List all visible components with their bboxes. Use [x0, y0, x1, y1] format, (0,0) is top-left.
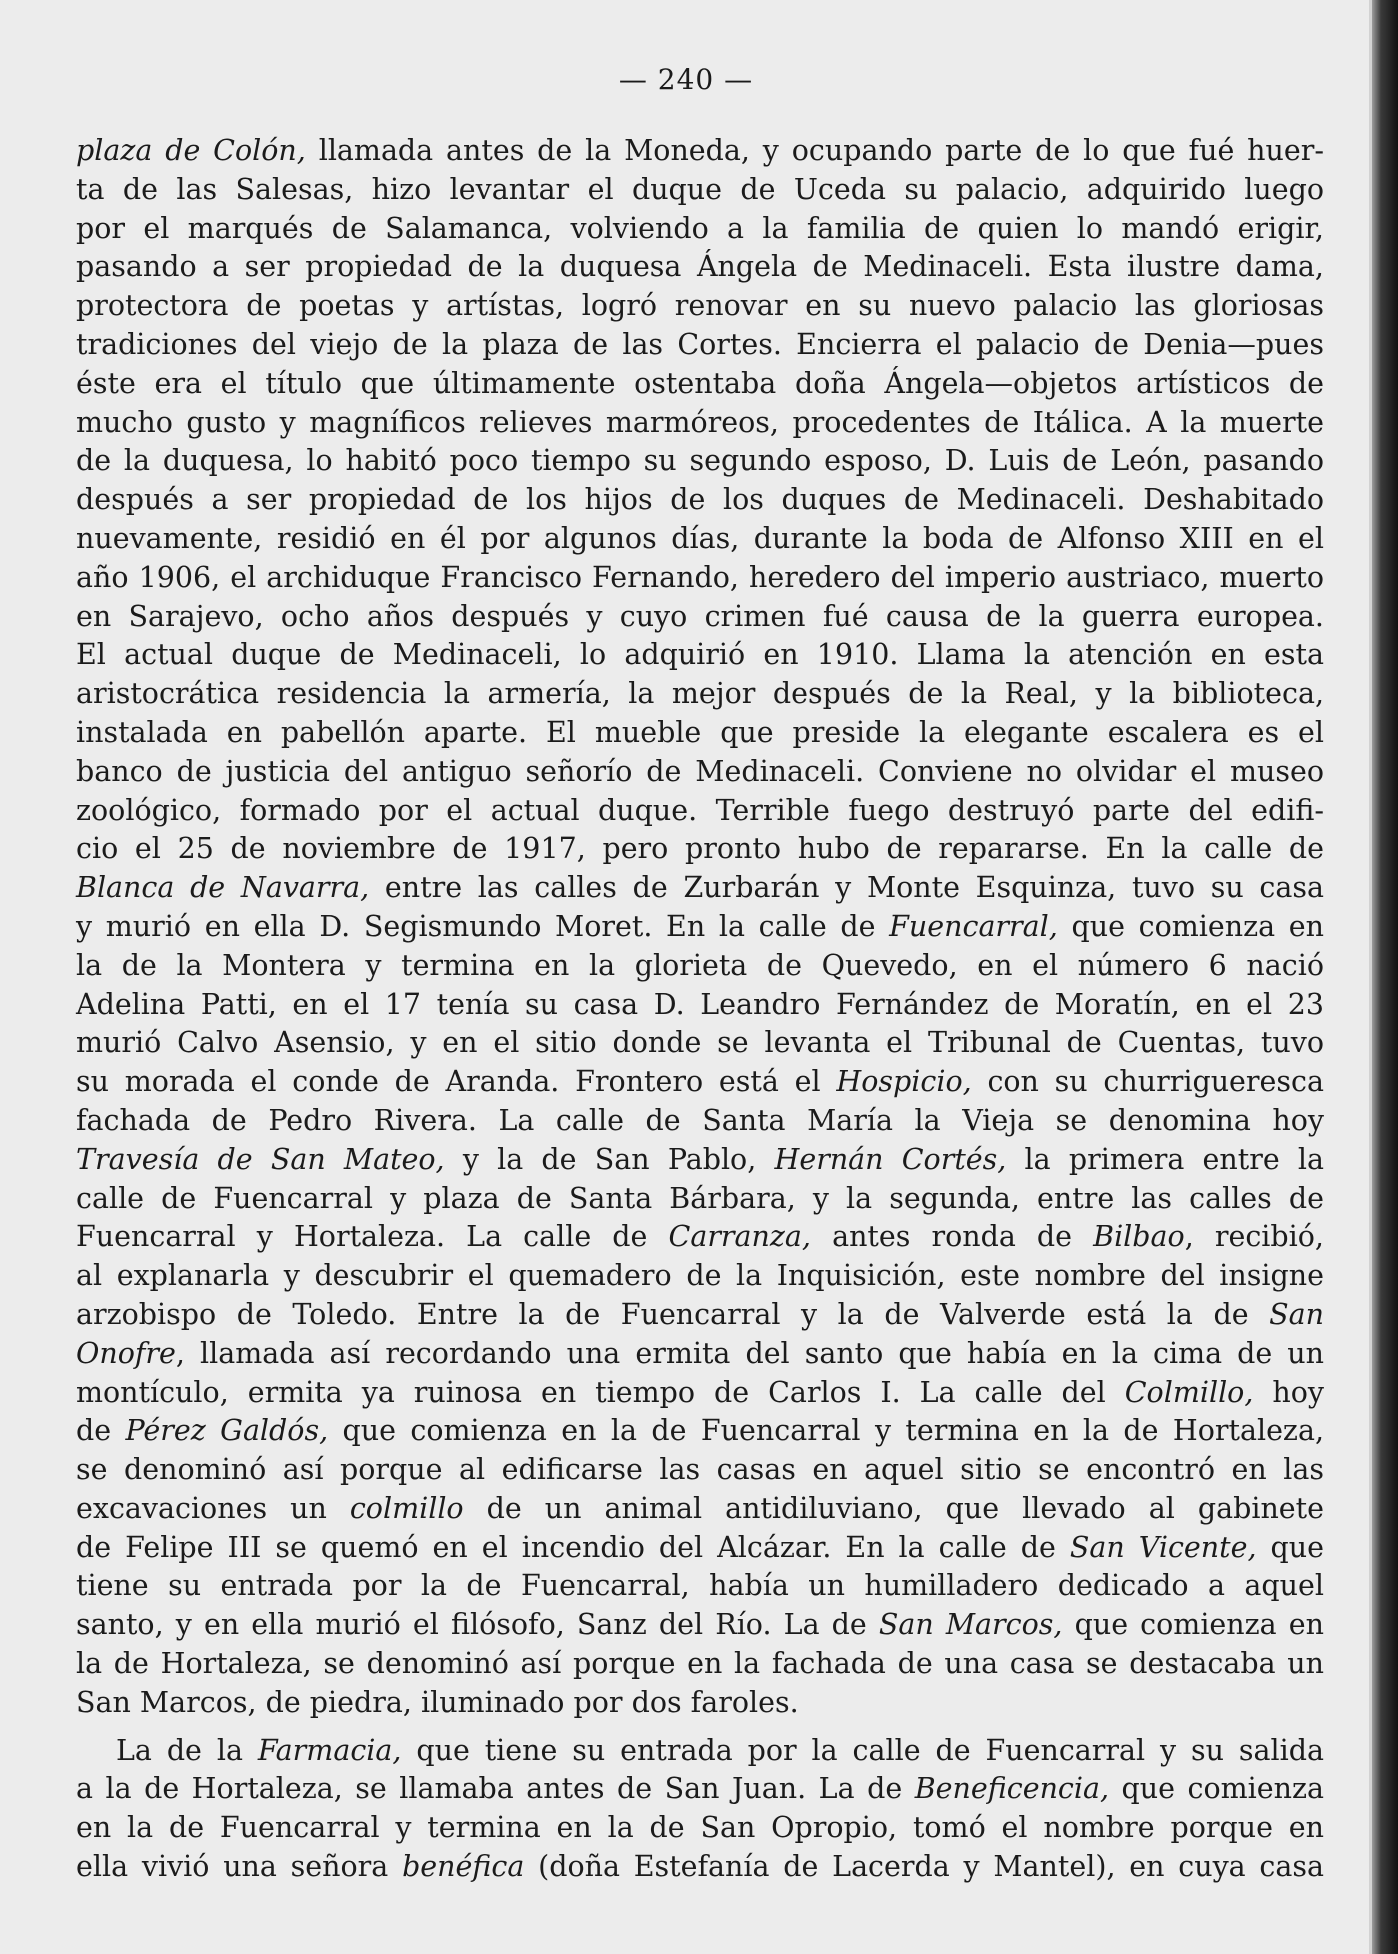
text-line	[76, 598, 1324, 637]
text-line	[76, 1374, 1324, 1413]
text-line	[76, 675, 1324, 714]
paragraph	[76, 132, 1324, 1723]
text-line	[76, 1257, 1324, 1296]
text-run: calle de Fuencarral y plaza de Santa Bárbara, y la segunda, entre las calles de	[76, 1181, 1324, 1215]
text-run: santo, y en ella murió el filósofo, Sanz del Río. La de	[76, 1608, 879, 1642]
text-line	[76, 1809, 1324, 1848]
text-run: Fuencarral y Hortaleza. La calle de	[76, 1220, 669, 1254]
text-run: y la de San Pablo,	[444, 1142, 775, 1176]
text-run: La de la	[116, 1733, 258, 1767]
italic-run: Travesía de San Mateo,	[76, 1142, 445, 1176]
text-line	[76, 1645, 1324, 1684]
text-run: que comienza	[1109, 1772, 1325, 1806]
text-run: banco de justicia del antiguo señorío de Medinaceli. Conviene no olvidar el museo	[76, 754, 1324, 788]
italic-run: Blanca de Navarra,	[76, 871, 370, 905]
text-run: de un animal antidiluviano, que llevado al gabinete	[463, 1491, 1324, 1525]
text-run: ella vivió una señora	[76, 1850, 403, 1884]
text-run: se denominó así porque al edificarse las casas en aquel sitio se encontró en las	[76, 1453, 1324, 1487]
italic-run: Beneficencia,	[914, 1772, 1110, 1806]
text-line	[76, 869, 1324, 908]
text-run: de	[76, 1414, 126, 1448]
text-line	[76, 1451, 1324, 1490]
text-line	[76, 1063, 1324, 1102]
text-run: y murió en ella D. Segismundo Moret. En la calle de	[76, 909, 890, 943]
text-run: tiene su entrada por la de Fuencarral, había un humilladero dedicado a aquel	[76, 1569, 1324, 1603]
italic-run: Carranza,	[668, 1220, 811, 1254]
text-run: con su churrigueresca	[971, 1065, 1324, 1099]
italic-run: San Marcos,	[878, 1608, 1063, 1642]
text-line	[76, 1606, 1324, 1645]
text-run: tradiciones del viejo de la plaza de las Cortes. Encierra el palacio de Denia—pues	[76, 327, 1324, 361]
text-run: ta de las Salesas, hizo levantar el duque de Uceda su palacio, adquirido luego	[76, 172, 1324, 206]
text-run: Adelina Patti, en el 17 tenía su casa D. Leandro Fernández de Moratín, en el 23	[76, 987, 1324, 1021]
text-line	[76, 1412, 1324, 1451]
text-line	[76, 210, 1324, 249]
text-line	[76, 1567, 1324, 1606]
italic-run: Colmillo,	[1124, 1375, 1254, 1409]
text-line	[76, 404, 1324, 443]
text-line	[76, 986, 1324, 1025]
text-line	[76, 714, 1324, 753]
text-run: mucho gusto y magníficos relieves marmóreos, procedentes de Itálica. A la muerte	[76, 405, 1324, 439]
text-run: , recibió,	[1184, 1220, 1324, 1254]
italic-run: Hospicio,	[836, 1065, 972, 1099]
italic-run: Fuencarral,	[889, 909, 1058, 943]
text-line	[76, 1490, 1324, 1529]
text-run: llamada antes de la Moneda, y ocupando parte de lo que fué huer-	[305, 134, 1324, 167]
text-line	[76, 481, 1324, 520]
text-line	[76, 947, 1324, 986]
text-run: arzobispo de Toledo. Entre la de Fuencarral y la de Valverde está la de	[76, 1297, 1270, 1331]
text-run: San Marcos, de piedra, iluminado por dos faroles.	[76, 1685, 799, 1719]
text-run: nuevamente, residió en él por algunos días, durante la boda de Alfonso XIII en el	[76, 521, 1324, 555]
text-run: éste era el título que últimamente ostentaba doña Ángela—objetos artísticos de	[76, 366, 1324, 400]
text-line	[76, 1684, 1324, 1723]
text-run: instalada en pabellón aparte. El mueble que preside la elegante escalera es el	[76, 715, 1324, 749]
text-line	[76, 1848, 1324, 1887]
text-line	[76, 442, 1324, 481]
text-line	[76, 1732, 1324, 1771]
book-spine	[1372, 0, 1398, 1954]
text-line	[76, 559, 1324, 598]
italic-run: colmillo	[349, 1491, 464, 1525]
text-line	[76, 326, 1324, 365]
italic-run: Pérez Galdós,	[125, 1414, 329, 1448]
text-run: El actual duque de Medinaceli, lo adquirió en 1910. Llama la atención en esta	[76, 638, 1324, 672]
text-line	[76, 830, 1324, 869]
text-run: de Felipe III se quemó en el incendio del Alcázar. En la calle de	[76, 1530, 1070, 1564]
text-line	[76, 171, 1324, 210]
text-line	[76, 1180, 1324, 1219]
italic-run: Farmacia,	[257, 1733, 402, 1767]
text-run: antes ronda de	[810, 1220, 1094, 1254]
text-line	[76, 908, 1324, 947]
text-line	[76, 287, 1324, 326]
text-line	[76, 1770, 1324, 1809]
text-run: montículo, ermita ya ruinosa en tiempo de Carlos I. La calle del	[76, 1375, 1125, 1409]
text-line	[76, 1296, 1324, 1335]
text-run: de la duquesa, lo habitó poco tiempo su segundo esposo, D. Luis de León, pasando	[76, 444, 1324, 478]
text-line	[76, 1218, 1324, 1257]
text-line	[76, 792, 1324, 831]
text-line	[76, 1024, 1324, 1063]
text-run: cio el 25 de noviembre de 1917, pero pronto hubo de repararse. En la calle de	[76, 832, 1324, 866]
italic-run: Bilbao	[1093, 1220, 1185, 1254]
paragraph	[76, 1732, 1324, 1887]
text-run: excavaciones un	[76, 1491, 350, 1525]
italic-run: Hernán Cortés,	[774, 1142, 1007, 1176]
text-line	[76, 365, 1324, 404]
italic-run: plaza de Colón,	[76, 134, 306, 167]
italic-run: benéfica	[402, 1850, 525, 1884]
text-run: que	[1256, 1530, 1325, 1564]
text-run: la de la Montera y termina en la glorieta de Quevedo, en el número 6 nació	[76, 948, 1324, 982]
text-run: la primera entre la	[1006, 1142, 1324, 1176]
text-run: que comienza en la de Fuencarral y termina en la de Hortaleza,	[328, 1414, 1325, 1448]
italic-run: San	[1269, 1297, 1324, 1331]
italic-run: Onofre	[76, 1336, 176, 1370]
text-line	[76, 520, 1324, 559]
text-run: año 1906, el archiduque Francisco Fernando, heredero del imperio austriaco, muerto	[76, 560, 1324, 594]
italic-run: San Vicente,	[1069, 1530, 1257, 1564]
text-run: al explanarla y descubrir el quemadero de la Inquisición, este nombre del insigne	[76, 1259, 1324, 1293]
text-line	[76, 636, 1324, 675]
text-run: , llamada así recordando una ermita del santo que había en la cima de un	[175, 1336, 1324, 1370]
text-line	[76, 1102, 1324, 1141]
text-line	[76, 1335, 1324, 1374]
text-run: zoológico, formado por el actual duque. Terrible fuego destruyó parte del edifi-	[76, 793, 1324, 827]
text-line	[76, 132, 1324, 171]
body-text	[76, 132, 1324, 1887]
text-line	[76, 1529, 1324, 1568]
text-run: hoy	[1253, 1375, 1324, 1409]
text-run: después a ser propiedad de los hijos de los duques de Medinaceli. Deshabitado	[76, 483, 1324, 517]
text-line	[76, 753, 1324, 792]
text-line	[76, 1141, 1324, 1180]
text-run: (doña Estefanía de Lacerda y Mantel), en cuya casa	[524, 1850, 1324, 1884]
text-run: aristocrática residencia la armería, la mejor después de la Real, y la biblioteca,	[76, 677, 1324, 711]
text-line	[76, 248, 1324, 287]
text-run: que tiene su entrada por la calle de Fuencarral y su salida	[401, 1733, 1324, 1767]
text-run: murió Calvo Asensio, y en el sitio donde se levanta el Tribunal de Cuentas, tuvo	[76, 1026, 1324, 1060]
text-run: fachada de Pedro Rivera. La calle de Santa María la Vieja se denomina hoy	[76, 1103, 1324, 1137]
text-run: protectora de poetas y artístas, logró renovar en su nuevo palacio las gloriosas	[76, 289, 1324, 323]
text-run: la de Hortaleza, se denominó así porque en la fachada de una casa se destacaba un	[76, 1647, 1324, 1681]
text-run: por el marqués de Salamanca, volviendo a la familia de quien lo mandó erigir,	[76, 211, 1324, 245]
text-run: entre las calles de Zurbarán y Monte Esquinza, tuvo su casa	[369, 871, 1324, 905]
text-run: que comienza en	[1057, 909, 1324, 943]
text-run: a la de Hortaleza, se llamaba antes de San Juan. La de	[76, 1772, 915, 1806]
text-run: en la de Fuencarral y termina en la de San Opropio, tomó el nombre porque en	[76, 1811, 1324, 1845]
text-run: que comienza en	[1062, 1608, 1324, 1642]
page-number: — 240 —	[618, 63, 754, 96]
text-run: su morada el conde de Aranda. Frontero está el	[76, 1065, 837, 1099]
text-run: pasando a ser propiedad de la duquesa Ángela de Medinaceli. Esta ilustre dama,	[76, 250, 1324, 284]
text-run: en Sarajevo, ocho años después y cuyo crimen fué causa de la guerra europea.	[76, 599, 1324, 633]
